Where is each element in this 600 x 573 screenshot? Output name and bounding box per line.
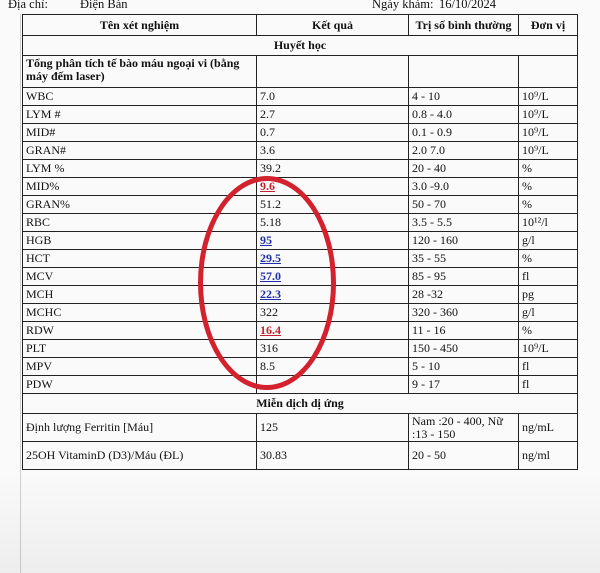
normal-range-cell: 2.0 7.0 (409, 142, 519, 160)
unit-cell: 10⁹/L (519, 142, 578, 160)
address-value: Điện Bàn (80, 0, 128, 11)
result-cell: 3.6 (257, 142, 409, 160)
exam-date-value: 16/10/2024 (439, 0, 496, 11)
table-row (23, 124, 578, 142)
result-cell: 30.83 (257, 442, 409, 470)
normal-range-cell: 85 - 95 (409, 268, 519, 286)
normal-range-cell: 20 - 40 (409, 160, 519, 178)
table-row (23, 88, 578, 106)
flag-high-value: 16.4 (260, 323, 281, 337)
test-name-cell: MCHC (23, 304, 257, 322)
result-cell: 2.7 (257, 106, 409, 124)
test-name-cell: MCV (23, 268, 257, 286)
result-cell: 51.2 (257, 196, 409, 214)
unit-cell: 10¹²/l (519, 214, 578, 232)
patient-header (0, 0, 600, 14)
flag-low-value: 57.0 (260, 269, 281, 283)
normal-range-cell: 4 - 10 (409, 88, 519, 106)
normal-range-cell: 3.0 -9.0 (409, 178, 519, 196)
unit-cell: % (519, 196, 578, 214)
normal-range-cell: 150 - 450 (409, 340, 519, 358)
unit-cell: 10⁹/L (519, 88, 578, 106)
flag-low-value: 22.3 (260, 287, 281, 301)
unit-cell: g/l (519, 232, 578, 250)
unit-cell: fl (519, 358, 578, 376)
test-name-cell: MID# (23, 124, 257, 142)
col-header-unit: Đơn vị (519, 15, 578, 36)
result-cell: 39.2 (257, 160, 409, 178)
flag-low-value: 95 (260, 233, 272, 247)
table-row (23, 160, 578, 178)
test-name-cell: 25OH VitaminD (D3)/Máu (ĐL) (23, 442, 257, 470)
test-name-cell: WBC (23, 88, 257, 106)
empty-cell (519, 56, 578, 88)
test-name-cell: GRAN% (23, 196, 257, 214)
unit-cell: g/l (519, 304, 578, 322)
subheader-blood-count: Tổng phân tích tế bào máu ngoại vi (bằng máy đếm laser) (23, 56, 257, 88)
unit-cell: 10⁹/L (519, 340, 578, 358)
test-name-cell: MPV (23, 358, 257, 376)
result-cell: 316 (257, 340, 409, 358)
normal-range-cell: 50 - 70 (409, 196, 519, 214)
test-name-cell: MID% (23, 178, 257, 196)
flag-low-value: 29.5 (260, 251, 281, 265)
test-name-cell: LYM % (23, 160, 257, 178)
annotation-circle (198, 176, 336, 390)
normal-range-cell: 11 - 16 (409, 322, 519, 340)
unit-cell: fl (519, 268, 578, 286)
exam-date-label: Ngày khám: (372, 0, 434, 11)
empty-cell (409, 56, 519, 88)
normal-range-cell: 5 - 10 (409, 358, 519, 376)
normal-range-cell: Nam :20 - 400, Nữ :13 - 150 (409, 414, 519, 442)
address-label: Địa chỉ: (8, 0, 48, 11)
empty-cell (257, 56, 409, 88)
unit-cell: fl (519, 376, 578, 394)
normal-range-cell: 28 -32 (409, 286, 519, 304)
test-name-cell: HCT (23, 250, 257, 268)
normal-range-cell: 120 - 160 (409, 232, 519, 250)
normal-range-cell: 320 - 360 (409, 304, 519, 322)
unit-cell: % (519, 250, 578, 268)
result-cell: 7.0 (257, 88, 409, 106)
table-row (23, 106, 578, 124)
normal-range-cell: 35 - 55 (409, 250, 519, 268)
unit-cell: % (519, 178, 578, 196)
unit-cell: % (519, 160, 578, 178)
result-cell: 8.5 (257, 358, 409, 376)
unit-cell: % (519, 322, 578, 340)
result-cell: 125 (257, 414, 409, 442)
normal-range-cell: 9 - 17 (409, 376, 519, 394)
col-header-result: Kết quả (257, 15, 409, 36)
table-row (23, 442, 578, 470)
normal-range-cell: 3.5 - 5.5 (409, 214, 519, 232)
test-name-cell: Định lượng Ferritin [Máu] (23, 414, 257, 442)
table-row (23, 142, 578, 160)
normal-range-cell: 0.1 - 0.9 (409, 124, 519, 142)
section-hematology: Huyết học (23, 36, 578, 56)
col-header-test-name: Tên xét nghiệm (23, 15, 257, 36)
test-name-cell: GRAN# (23, 142, 257, 160)
result-cell: 5.18 (257, 214, 409, 232)
test-name-cell: MCH (23, 286, 257, 304)
section-immunology: Miễn dịch dị ứng (23, 394, 578, 414)
unit-cell: 10⁹/L (519, 106, 578, 124)
test-name-cell: LYM # (23, 106, 257, 124)
flag-high-value: 9.6 (260, 179, 275, 193)
normal-range-cell: 0.8 - 4.0 (409, 106, 519, 124)
col-header-normal-range: Trị số bình thường (409, 15, 519, 36)
test-name-cell: PDW (23, 376, 257, 394)
unit-cell: ng/ml (519, 442, 578, 470)
test-name-cell: PLT (23, 340, 257, 358)
result-cell: 322 (257, 304, 409, 322)
unit-cell: 10⁹/L (519, 124, 578, 142)
test-name-cell: RDW (23, 322, 257, 340)
unit-cell: pg (519, 286, 578, 304)
unit-cell: ng/mL (519, 414, 578, 442)
normal-range-cell: 20 - 50 (409, 442, 519, 470)
result-cell: 0.7 (257, 124, 409, 142)
photo-shadow (0, 470, 600, 573)
test-name-cell: RBC (23, 214, 257, 232)
table-row (23, 414, 578, 442)
table-row (23, 376, 578, 394)
test-name-cell: HGB (23, 232, 257, 250)
